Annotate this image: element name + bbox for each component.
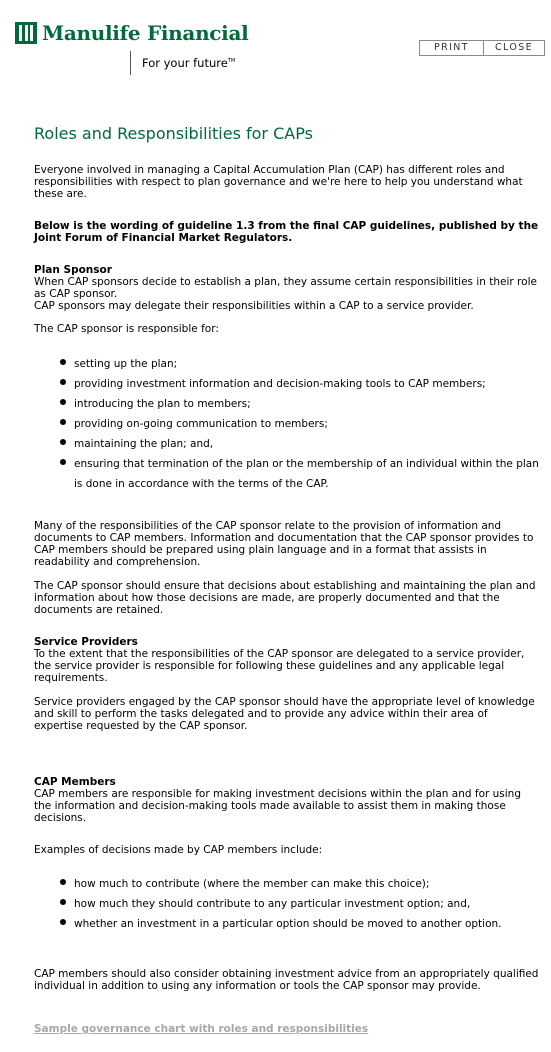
cap-members-examples-text: Examples of decisions made by CAP members include: [34, 844, 323, 856]
list-item-text: whether an investment in a particular option should be moved to another option. [74, 918, 502, 930]
intro-text: Everyone involved in managing a Capital Accumulation Plan (CAP) has different roles and responsibilities with respect to plan governance and we're here to help you understand what these are. [34, 164, 523, 200]
manulife-logo-mark [15, 22, 37, 44]
cap-members-decision-list [59, 874, 539, 934]
list-item [59, 894, 539, 914]
plan-sponsor-section [34, 264, 539, 312]
cap-members-advice-paragraph [34, 968, 539, 992]
service-providers-text: To the extent that the responsibilities of the CAP sponsor are delegated to a service provider, the service provider is responsible for following these guidelines and any applicable legal requirements. [34, 648, 525, 684]
plan-sponsor-heading: Plan Sponsor [34, 264, 112, 276]
list-item [59, 914, 539, 934]
list-item [59, 394, 539, 414]
logo-divider [130, 51, 131, 75]
service-providers-heading: Service Providers [34, 636, 138, 648]
intro-paragraph [34, 164, 539, 200]
list-item-text: ensuring that termination of the plan or the membership of an individual within the plan is done in accordance with the terms of the CAP. [74, 458, 539, 490]
list-item [59, 874, 539, 894]
cap-members-text: CAP members are responsible for making investment decisions within the plan and for using the information and decision-making tools made available to assist them in making those decisions. [34, 788, 522, 824]
sponsor-responsible-text: The CAP sponsor is responsible for: [34, 323, 219, 335]
cap-members-section [34, 776, 539, 824]
tagline [142, 54, 235, 70]
service-providers-skill-paragraph [34, 696, 539, 732]
plan-sponsor-delegate-text: CAP sponsors may delegate their responsibilities within a CAP to a service provider. [34, 300, 474, 312]
cap-members-examples-intro [34, 844, 539, 856]
sponsor-responsible-intro [34, 323, 539, 335]
guideline-note-text: Below is the wording of guideline 1.3 from the final CAP guidelines, published by the Joint Forum of Financial Market Regulators. [34, 220, 539, 244]
list-item-text: providing investment information and decision-making tools to CAP members; [74, 378, 486, 390]
cap-members-advice-text: CAP members should also consider obtaining investment advice from an appropriately qualified individual in addition to using any information or tools the CAP sponsor may provide. [34, 968, 539, 992]
list-item [59, 434, 539, 454]
governance-chart-link[interactable]: Sample governance chart with roles and responsibilities [34, 1023, 369, 1035]
sponsor-documentation-text: The CAP sponsor should ensure that decisions about establishing and maintaining the plan and information about how those decisions are made, are properly documented and that the documents are retained. [34, 580, 536, 616]
service-providers-skill-text: Service providers engaged by the CAP sponsor should have the appropriate level of knowledge and skill to perform the tasks delegated and to provide any advice within their area of expertise requested by the CAP sponsor. [34, 696, 535, 732]
service-providers-section [34, 636, 539, 684]
list-item-text: setting up the plan; [74, 358, 178, 370]
sponsor-info-paragraph [34, 520, 539, 568]
list-item-text: maintaining the plan; and, [74, 438, 214, 450]
page-title: Roles and Responsibilities for CAPs [34, 124, 313, 143]
window-actions [419, 40, 545, 56]
list-item-text: how much they should contribute to any particular investment option; and, [74, 898, 471, 910]
list-item-text: introducing the plan to members; [74, 398, 251, 410]
trademark-mark: TM [227, 58, 236, 64]
cap-members-heading: CAP Members [34, 776, 116, 788]
sponsor-info-text: Many of the responsibilities of the CAP sponsor relate to the provision of information and documents to CAP members. Information and documentation that the CAP sponsor provides to CAP members should be prepared using plain language and in a format that assists in readability and comprehension. [34, 520, 534, 568]
tagline-text: For your future [142, 55, 228, 70]
list-item-text: providing on-going communication to members; [74, 418, 328, 430]
brand-name: Manulife Financial [42, 21, 249, 45]
print-button[interactable]: PRINT [419, 40, 484, 56]
close-button[interactable]: CLOSE [484, 40, 545, 56]
list-item [59, 354, 539, 374]
plan-sponsor-text: When CAP sponsors decide to establish a plan, they assume certain responsibilities in their role as CAP sponsor. [34, 276, 537, 300]
list-item [59, 454, 539, 494]
manulife-logo [15, 20, 255, 80]
sponsor-responsibility-list [59, 354, 539, 494]
sponsor-documentation-paragraph [34, 580, 539, 616]
list-item [59, 374, 539, 394]
list-item-text: how much to contribute (where the member can make this choice); [74, 878, 430, 890]
guideline-note [34, 220, 539, 244]
list-item [59, 414, 539, 434]
